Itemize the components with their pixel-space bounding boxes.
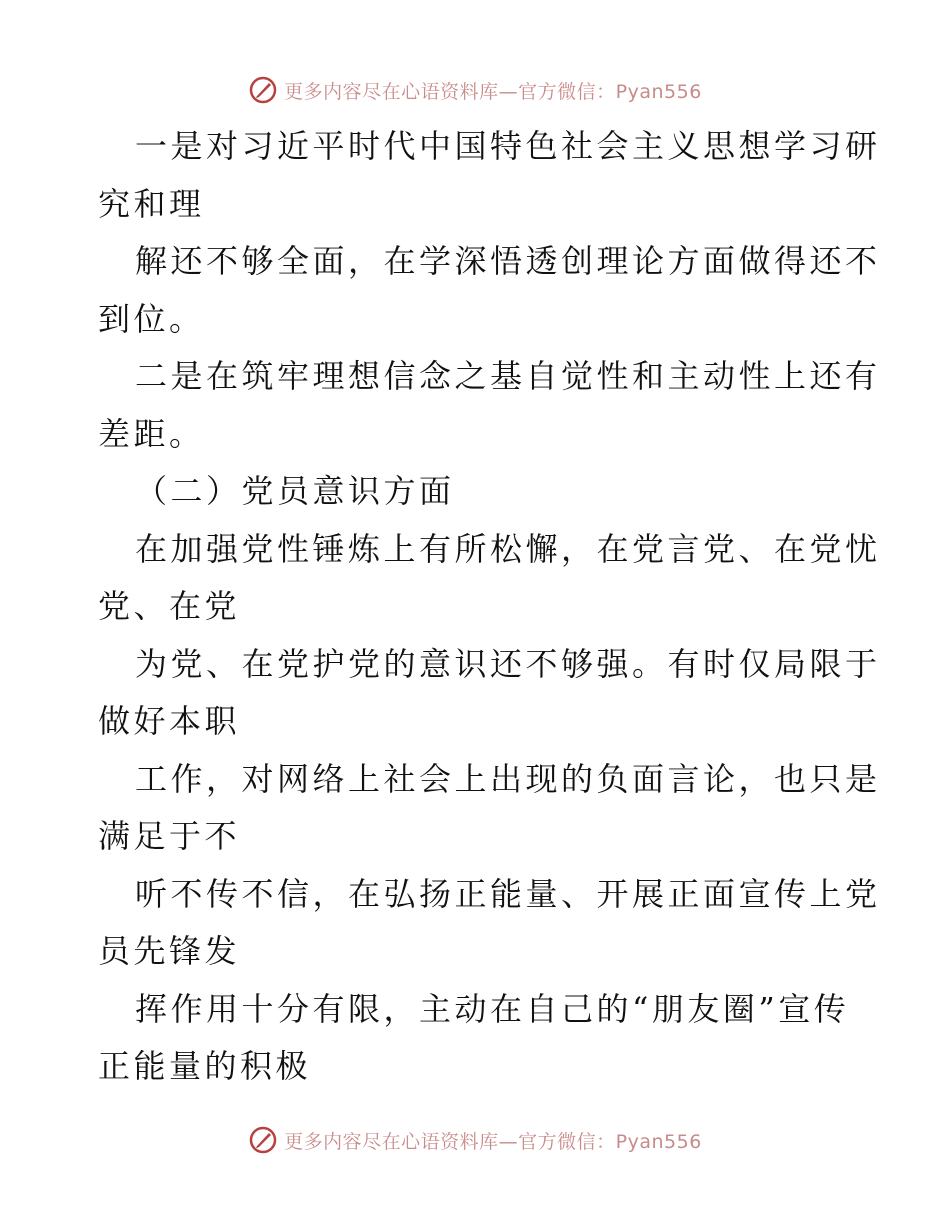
paragraph-line: 正能量的积极 xyxy=(98,1047,312,1085)
watermark-text: 更多内容尽在心语资料库—官方微信：Pyan556 xyxy=(284,1130,702,1153)
section-heading: （二）党员意识方面 xyxy=(135,472,455,510)
paragraph-line: 差距。 xyxy=(98,414,205,453)
watermark-text: 更多内容尽在心语资料库—官方微信：Pyan556 xyxy=(284,80,702,103)
paragraph-line: 一是对习近平时代中国特色社会主义思想学习研 xyxy=(135,127,881,165)
paragraph-line: 听不传不信，在弘扬正能量、开展正面宣传上党 xyxy=(135,874,881,913)
paragraph-line: 员先锋发 xyxy=(98,932,241,970)
paragraph-line: 二是在筑牢理想信念之基自觉性和主动性上还有 xyxy=(135,357,881,395)
quill-logo-icon xyxy=(248,1125,278,1155)
paragraph-line: 到位。 xyxy=(98,299,205,338)
header-watermark-banner xyxy=(0,72,950,108)
document-body xyxy=(98,118,881,1096)
footer-watermark-banner xyxy=(0,1122,950,1158)
paragraph-line: 为党、在党护党的意识还不够强。有时仅局限于 xyxy=(135,644,881,683)
paragraph-line: 工作，对网络上社会上出现的负面言论，也只是 xyxy=(135,759,881,798)
paragraph-line: 做好本职 xyxy=(98,702,241,740)
paragraph-line: 挥作用十分有限，主动在自己的“朋友圈”宣传 xyxy=(135,989,850,1028)
paragraph-line: 在加强党性锤炼上有所松懈，在党言党、在党忧 xyxy=(135,529,881,568)
paragraph-line: 党、在党 xyxy=(98,587,241,625)
quill-logo-icon xyxy=(248,75,278,105)
paragraph-line: 满足于不 xyxy=(98,817,241,855)
paragraph-line: 解还不够全面，在学深悟透创理论方面做得还不 xyxy=(135,242,881,280)
paragraph-line: 究和理 xyxy=(98,184,205,223)
